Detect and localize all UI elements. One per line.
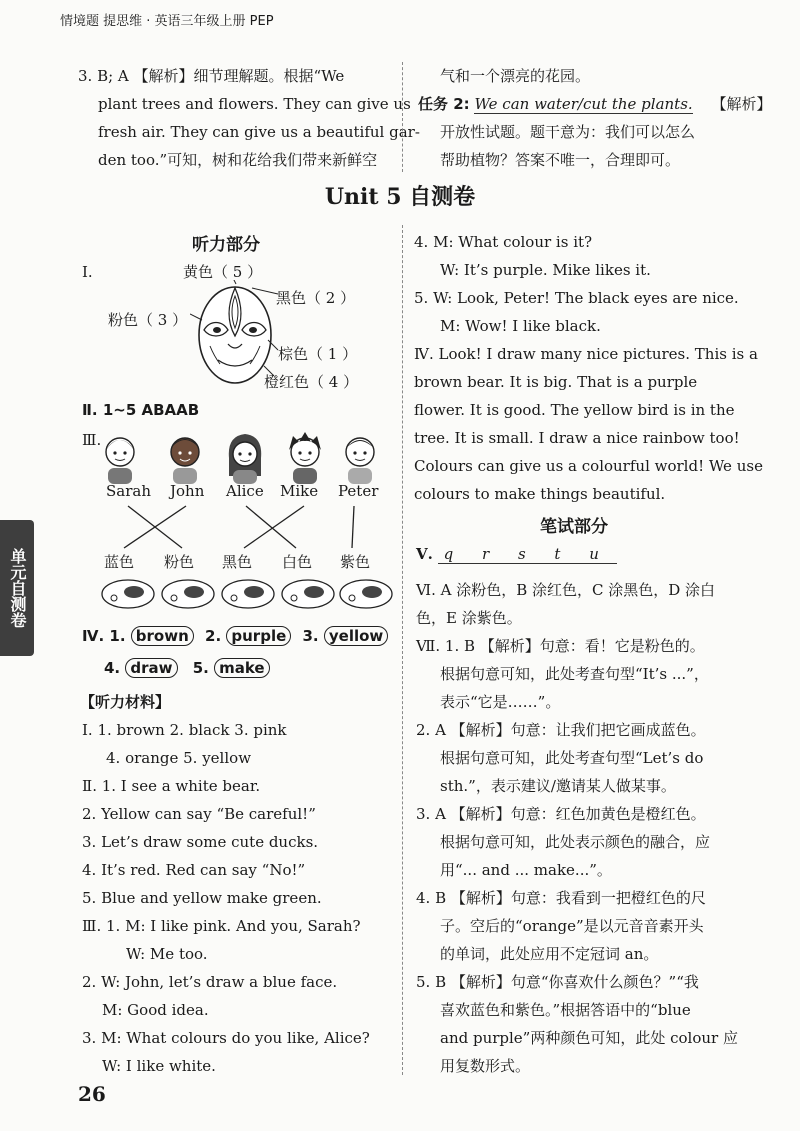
q7-line: sth.”，表示建议/邀请某人做某事。 [440,777,676,795]
task-tag: 【解析】 [711,95,772,113]
task-answer: We can water/cut the plants. [474,95,693,113]
label-yellow: 黄色（ 5 ） [183,263,263,281]
child-mike-icon [289,432,321,484]
q6-line-1: Ⅵ. A 涂粉色，B 涂红色，C 涂黑色，D 涂白 [416,581,716,599]
q7-line: 3. A 【解析】句意：红色加黄色是橙红色。 [416,805,706,823]
material-line: 4. It’s red. Red can say “No!” [82,861,306,879]
q5-answer: q r s t u [438,545,617,564]
prev-line-2: plant trees and flowers. They can give us [98,95,411,113]
q7-line: 2. A 【解析】句意：让我们把它画成蓝色。 [416,721,706,739]
material-line: W: Me too. [126,945,208,963]
side-tab: 单元自测卷 [0,520,34,656]
task-label: 任务 2: [418,95,470,113]
q3-number: Ⅲ. [82,431,102,449]
child-john-icon [171,438,199,484]
material-line: flower. It is good. The yellow bird is in the [414,401,735,419]
q4-answer: make [214,658,270,678]
material-line: 5. Blue and yellow make green. [82,889,322,907]
q1-number: Ⅰ. [82,263,93,281]
material-title: 【听力材料】 [80,693,171,711]
material-line: 5. W: Look, Peter! The black eyes are nice. [414,289,739,307]
q4-row-1 [82,622,388,650]
q4-answer: purple [226,626,291,646]
name-peter: Peter [338,482,379,500]
unit-title: Unit 5 自测卷 [324,184,476,210]
name-john: John [170,482,205,500]
q7-line: and purple”两种颜色可知，此处 colour 应 [440,1029,738,1047]
prev-line-1: 3. B; A 【解析】细节理解题。根据“We [78,67,345,85]
material-line: brown bear. It is big. That is a purple [414,373,698,391]
material-line: W: I like white. [102,1057,216,1075]
material-line: Ⅰ. 1. brown 2. black 3. pink [82,721,287,739]
q7-line: 表示“它是……”。 [440,693,561,711]
material-line: Colours can give us a colourful world! We use [414,457,763,475]
header-title: 情境题 提思维 · 英语三年级上册 PEP [60,14,274,29]
child-peter-icon [346,438,374,484]
material-line: M: Wow! I like black. [440,317,601,335]
color-pink: 粉色 [164,553,195,571]
task-2 [418,90,771,118]
color-white: 白色 [282,553,313,571]
opera-mask-icon [190,280,280,392]
material-line: 2. W: John, let’s draw a blue face. [82,973,338,991]
color-purple: 紫色 [340,553,371,571]
q4-row-2 [104,654,270,682]
q5 [416,540,617,568]
palettes [100,576,395,612]
prev-right-line-4: 帮助植物？答案不唯一，合理即可。 [440,151,681,169]
material-line: tree. It is small. I draw a nice rainbow too! [414,429,740,447]
column-divider-top [402,62,403,172]
q7-line: 用复数形式。 [440,1057,531,1075]
label-pink: 粉色（ 3 ） [108,311,188,329]
name-alice: Alice [226,482,264,500]
label-brown: 棕色（ 1 ） [278,345,358,363]
q7-line: 的单词，此处应用不定冠词 an。 [440,945,659,963]
material-line: W: It’s purple. Mike likes it. [440,261,651,279]
material-line: Ⅳ. Look! I draw many nice pictures. This is a [414,345,758,363]
q7-line: 根据句意可知，此处考查句型“Let’s do [440,749,704,767]
q7-line: 喜欢蓝色和紫色。”根据答语中的“blue [440,1001,691,1019]
prev-right-line-1: 气和一个漂亮的花园。 [440,67,591,85]
q7-line: Ⅶ. 1. B 【解析】句意：看！它是粉色的。 [416,637,705,655]
palette-icon [340,580,392,608]
palette-icon [102,580,154,608]
q4-answer: yellow [324,626,388,646]
material-line: M: Good idea. [102,1001,209,1019]
q4-item-num: 2. [205,627,222,645]
prev-line-3: fresh air. They can give us a beautiful gar- [98,123,420,141]
material-line: 4. M: What colour is it? [414,233,593,251]
children-faces [100,428,390,486]
writing-title: 笔试部分 [540,517,608,537]
q4-item-num: 4. [104,659,121,677]
q7-line: 根据句意可知，此处表示颜色的融合，应 [440,833,711,851]
palette-icon [282,580,334,608]
child-sarah-icon [106,438,134,484]
q4-item-num: 3. [302,627,319,645]
palette-icon [222,580,274,608]
prev-right-line-3: 开放性试题。题干意为：我们可以怎么 [440,123,696,141]
material-line: Ⅱ. 1. I see a white bear. [82,777,261,795]
palette-icon [162,580,214,608]
listening-title: 听力部分 [192,235,260,255]
q4-item-num: 5. [192,659,209,677]
material-line: 3. M: What colours do you like, Alice? [82,1029,370,1047]
q6-line-2: 色，E 涂紫色。 [416,609,522,627]
matching-lines [100,502,390,552]
q4-answer: draw [125,658,177,678]
q7-line: 用“... and ... make...”。 [440,861,612,879]
material-line: colours to make things beautiful. [414,485,666,503]
prev-line-4: den too.”可知，树和花给我们带来新鲜空 [98,151,378,169]
color-blue: 蓝色 [104,553,135,571]
q2-answer: 1~5 ABAAB [102,401,200,419]
q4-number: Ⅳ. [82,627,105,645]
label-black: 黑色（ 2 ） [276,289,356,307]
page-number: 26 [78,1082,106,1106]
column-divider [402,225,403,1075]
name-sarah: Sarah [106,482,151,500]
q2 [82,396,199,424]
name-mike: Mike [280,482,319,500]
material-line: 2. Yellow can say “Be careful!” [82,805,316,823]
material-line: 4. orange 5. yellow [106,749,252,767]
color-black: 黑色 [222,553,253,571]
q7-line: 5. B 【解析】句意“你喜欢什么颜色？”“我 [416,973,699,991]
material-line: Ⅲ. 1. M: I like pink. And you, Sarah? [82,917,361,935]
material-line: 3. Let’s draw some cute ducks. [82,833,319,851]
q7-line: 4. B 【解析】句意：我看到一把橙红色的尺 [416,889,706,907]
q7-line: 子。空后的“orange”是以元音音素开头 [440,917,704,935]
q4-answer: brown [131,626,194,646]
q7-line: 根据句意可知，此处考查句型“It’s ...”， [440,665,709,683]
q5-number: Ⅴ. [416,545,433,563]
label-orange: 橙红色（ 4 ） [264,373,359,391]
child-alice-icon [229,434,261,484]
q2-number: Ⅱ. [82,401,98,419]
q4-item-num: 1. [109,627,126,645]
